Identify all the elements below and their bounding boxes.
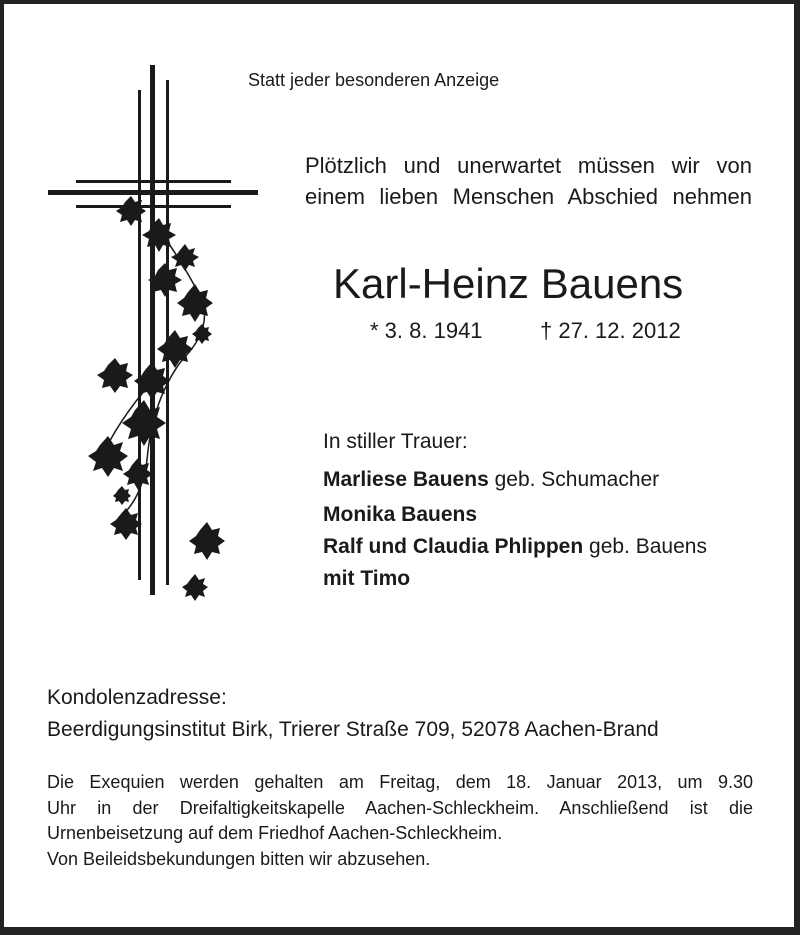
funeral-line: Von Beileidsbekundungen bitten wir abzusehen. bbox=[47, 848, 431, 869]
mourner-note: geb. Schumacher bbox=[488, 468, 660, 491]
mourner-entry bbox=[323, 468, 659, 492]
funeral-info bbox=[47, 770, 753, 872]
mourner-entry bbox=[323, 503, 477, 527]
intro-line: Plötzlich und unerwartet müssen wir von bbox=[305, 153, 752, 178]
mourner-name: mit Timo bbox=[323, 567, 411, 590]
mourner-entry bbox=[323, 535, 707, 559]
cross-with-ivy-icon bbox=[40, 60, 270, 605]
death-date: † 27. 12. 2012 bbox=[540, 318, 681, 343]
mourner-name: Marliese Bauens bbox=[323, 468, 489, 491]
mourner-name: Ralf und Claudia Phlippen bbox=[323, 535, 584, 558]
deceased-name: Karl-Heinz Bauens bbox=[333, 260, 684, 307]
notice-header: Statt jeder besonderen Anzeige bbox=[248, 70, 500, 90]
birth-date: * 3. 8. 1941 bbox=[370, 318, 483, 343]
mourner-note: geb. Bauens bbox=[583, 535, 707, 558]
intro-line: einem lieben Menschen Abschied nehmen bbox=[305, 184, 752, 209]
mourning-title: In stiller Trauer: bbox=[323, 430, 468, 453]
funeral-line: Uhr in der Dreifaltigkeitskapelle Aachen-Schleckheim. Anschließend ist die bbox=[47, 797, 753, 818]
funeral-line: Die Exequien werden gehalten am Freitag, dem 18. Januar 2013, um 9.30 bbox=[47, 772, 753, 792]
funeral-line: Urnenbeisetzung auf dem Friedhof Aachen-Schleckheim. bbox=[47, 823, 503, 843]
intro-text bbox=[305, 150, 752, 212]
condolence-label: Kondolenzadresse: bbox=[47, 686, 227, 709]
mourner-entry bbox=[323, 567, 410, 591]
condolence-address: Beerdigungsinstitut Birk, Trierer Straße 709, 52078 Aachen-Brand bbox=[47, 718, 659, 741]
mourner-name: Monika Bauens bbox=[323, 503, 478, 526]
